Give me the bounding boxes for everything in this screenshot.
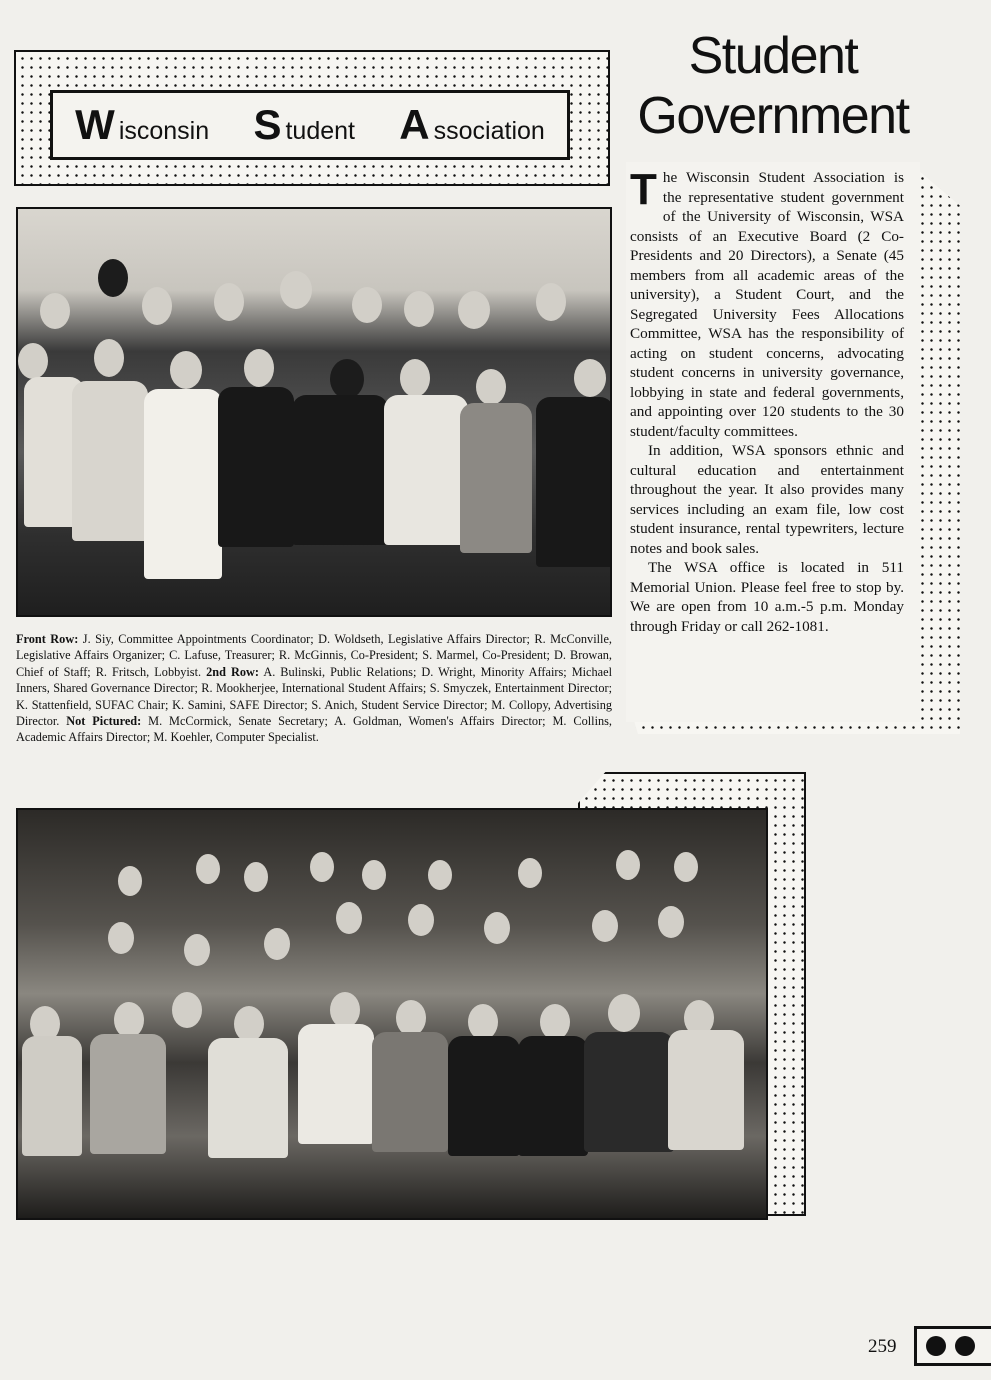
figure-body xyxy=(72,381,148,541)
figure-head xyxy=(404,291,434,327)
title-banner-frame xyxy=(50,90,570,160)
heading-line-2: Government xyxy=(637,87,909,145)
paragraph-2: In addition, WSA sponsors ethnic and cultural education and entertainment throughout the year. It also provides many services including an exam file, low cost student insurance, rental typewriters, lecture notes and book sales. xyxy=(630,442,904,557)
figure-head xyxy=(94,339,124,377)
figure-head xyxy=(408,904,434,936)
figure-head xyxy=(352,287,382,323)
figure-body xyxy=(448,1036,520,1156)
paragraph-1: The Wisconsin Student Association is the representative student government of the University of Wisconsin, WSA consists of an Executive Board (2 Co-Presidents and 20 Directors), a Senate (45 members from all academic areas of the university), a Student Court, and the Segregated University Fees Allocations Committee, WSA has the responsibility of acting on student concerns, advocating student concerns in university governance, lobbying in state and federal governments, and appointing over 120 students to the 30 student/faculty committees. xyxy=(630,165,904,440)
figure-body xyxy=(518,1036,588,1156)
figure-head xyxy=(536,283,566,321)
figure-head xyxy=(244,349,274,387)
figure-head xyxy=(674,852,698,882)
figure-head xyxy=(540,1004,570,1040)
photo-caption: Front Row: J. Siy, Committee Appointments Coordinator; D. Woldseth, Legislative Affairs Director; R. McConville, Legislative Affairs Organizer; C. Lafuse, Treasurer; R. McGinnis, Co-President; S. Marmel, Co-President; D. Browan, Chief of Staff; R. Fritsch, Lobbyist. 2nd Row: A. Bulinski, Public Relations; D. Wright, Minority Affairs; Michael Inners, Shared Governance Director; R. Mookherjee, International Student Affairs; S. Smyczek, Entertainment Director; K. Stattenfield, SUFAC Chair; K. Samini, SAFE Director; S. Anich, Student Service Director; M. Collopy, Advertising Director. Not Pictured: M. McCormick, Senate Secretary; A. Goldman, Women's Affairs Director; M. Collins, Academic Affairs Director; M. Koehler, Computer Specialist. xyxy=(16,632,612,745)
figure-head xyxy=(518,858,542,888)
figure-head xyxy=(280,271,312,309)
paragraph-3: The WSA office is located in 511 Memorial Union. Please feel free to stop by. We are open from 10 a.m.-5 p.m. Monday through Friday or call 262-1081. xyxy=(630,559,904,635)
figure-body xyxy=(384,395,468,545)
photo-figures xyxy=(18,810,766,1218)
figure-body xyxy=(668,1030,744,1150)
figure-head xyxy=(184,934,210,966)
figure-body xyxy=(90,1034,166,1154)
page-badge xyxy=(914,1326,991,1366)
banner-word-association: A ssociation xyxy=(399,101,545,148)
figure-head xyxy=(40,293,70,329)
figure-head xyxy=(592,910,618,942)
figure-head xyxy=(616,850,640,880)
figure-body xyxy=(372,1032,448,1152)
badge-dot-icon xyxy=(926,1336,946,1356)
figure-head xyxy=(330,992,360,1028)
figure-head xyxy=(234,1006,264,1042)
badge-dot-icon xyxy=(955,1336,975,1356)
figure-head xyxy=(336,902,362,934)
figure-head xyxy=(428,860,452,890)
figure-head xyxy=(476,369,506,405)
figure-head xyxy=(170,351,202,389)
figure-body xyxy=(584,1032,674,1152)
article-body xyxy=(630,165,904,636)
figure-head xyxy=(264,928,290,960)
group-photo-senate xyxy=(16,808,768,1220)
figure-head xyxy=(396,1000,426,1036)
figure-head xyxy=(172,992,202,1028)
figure-head xyxy=(310,852,334,882)
figure-head xyxy=(362,860,386,890)
figure-head xyxy=(574,359,606,397)
figure-body xyxy=(460,403,532,553)
figure-head xyxy=(114,1002,144,1038)
figure-head xyxy=(458,291,490,329)
figure-body xyxy=(218,387,294,547)
figure-head xyxy=(608,994,640,1032)
banner-word-student: S tudent xyxy=(253,101,355,148)
figure-head xyxy=(484,912,510,944)
figure-head xyxy=(658,906,684,938)
figure-body xyxy=(144,389,222,579)
figure-body xyxy=(208,1038,288,1158)
figure-body xyxy=(22,1036,82,1156)
figure-body xyxy=(292,395,388,545)
figure-body xyxy=(298,1024,374,1144)
figure-head xyxy=(142,287,172,325)
figure-head xyxy=(214,283,244,321)
figure-head xyxy=(98,259,128,297)
figure-body xyxy=(536,397,612,567)
page-heading xyxy=(628,26,918,146)
page-number: 259 xyxy=(868,1336,897,1357)
figure-head xyxy=(108,922,134,954)
figure-head xyxy=(330,359,364,399)
figure-head xyxy=(18,343,48,379)
banner-word-wisconsin: W isconsin xyxy=(75,101,210,148)
heading-line-1: Student xyxy=(688,27,858,85)
figure-head xyxy=(400,359,430,397)
figure-head xyxy=(468,1004,498,1040)
title-banner xyxy=(14,50,610,186)
photo-figures xyxy=(18,209,610,615)
drop-cap: T xyxy=(630,165,657,214)
figure-head xyxy=(118,866,142,896)
figure-head xyxy=(244,862,268,892)
group-photo-executive-board xyxy=(16,207,612,617)
figure-head xyxy=(196,854,220,884)
